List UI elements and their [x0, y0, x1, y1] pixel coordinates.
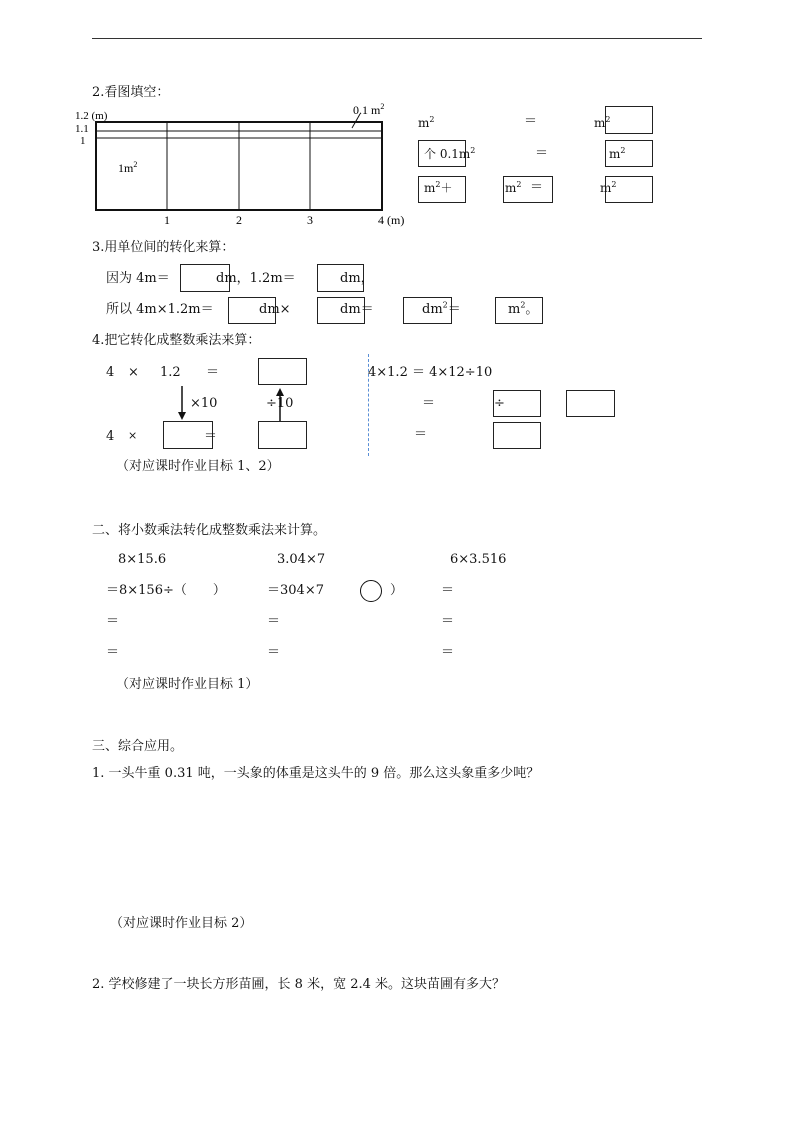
q3-line1-b: dm，1.2m＝ [216, 271, 296, 286]
s2-c1-step: ＝8×156÷（ ） [106, 583, 226, 598]
q3-line1-a: 因为 4m＝ [106, 271, 170, 286]
q4-r1-eq: ＝ [206, 365, 220, 380]
q3-line2-d: dm [422, 302, 443, 317]
s3-title: 三、综合应用。 [92, 739, 184, 754]
svg-text:1m2: $1m^2$ [118, 160, 138, 175]
q3-line2-f: m [508, 302, 521, 317]
q2-r3-unit-b: m [505, 181, 517, 195]
q2-title: 2.看图填空： [92, 85, 170, 100]
s3-q2: 2. 学校修建了一块长方形苗圃，长 8 米，宽 2.4 米。这块苗圃有多大？ [92, 977, 506, 992]
q4-right-eq: 4×1.2 ＝ 4×12÷10 [368, 365, 493, 380]
q4-target: （对应课时作业目标 1、2） [116, 459, 280, 474]
q2-r1-answer-box[interactable] [605, 106, 653, 134]
q2-r2-unit-a: 个 0.1m [424, 147, 471, 161]
s2-c2-eq3: ＝ [267, 645, 281, 660]
q2-r3-plus: ＋ [440, 181, 453, 195]
q4-arrow-div10: ÷10 [266, 396, 294, 411]
q4-right-box-c[interactable] [493, 422, 541, 449]
small-area-label: 0.1 m [353, 103, 381, 117]
svg-text:0.1 m2: 0.1 $m^2$ [353, 102, 385, 117]
q4-r3-4: 4 [106, 429, 115, 444]
q4-right-eq2: ＝ [422, 396, 436, 411]
area-label: 1m [118, 161, 134, 175]
q2-r3-unit-c: m [600, 181, 612, 195]
q2-r2-eq: ＝ [535, 146, 549, 161]
q2-r1-eq: ＝ [524, 114, 538, 129]
y-tick-1: 1 [80, 135, 86, 147]
q4-title: 4.把它转化成整数乘法来算： [92, 333, 261, 348]
q4-r1-12: 1.2 [160, 365, 181, 380]
q4-arrow-times10: ×10 [190, 396, 218, 411]
x-tick-1: 1 [164, 213, 170, 227]
s2-c2-expr: 3.04×7 [277, 552, 326, 567]
area-figure [70, 100, 415, 230]
y-unit-label: 1.2 (m) [75, 110, 108, 122]
header-rule [92, 38, 702, 39]
q2-r2-unit-b: m [609, 147, 621, 161]
s3-q1: 1. 一头牛重 0.31 吨，一头象的体重是这头牛的 9 倍。那么这头象重多少吨？ [92, 766, 540, 781]
q2-r1-unit-a: m [418, 116, 430, 130]
s2-title: 二、将小数乘法转化成整数乘法来计算。 [92, 523, 327, 538]
q3-line2-e: ＝ [447, 302, 461, 317]
s2-c3-eq3: ＝ [441, 645, 455, 660]
q4-r3-eq: ＝ [204, 429, 218, 444]
s2-target: （对应课时作业目标 1） [116, 677, 259, 692]
s2-c1-expr: 8×15.6 [118, 552, 167, 567]
s2-c3-eq1: ＝ [441, 583, 455, 598]
x-tick-3: 3 [307, 213, 313, 227]
q3-line1-c: dm， [340, 271, 374, 286]
q4-right-box-b[interactable] [566, 390, 615, 417]
s2-c1-eq2: ＝ [106, 614, 120, 629]
q2-r3-unit-a: m [424, 181, 436, 195]
q4-right-div: ÷ [494, 396, 505, 411]
q3-title: 3.用单位间的转化来算： [92, 240, 235, 255]
s2-c1-eq3: ＝ [106, 645, 120, 660]
q4-r1-answer-box[interactable] [258, 358, 307, 385]
q4-r1-4: 4 [106, 365, 115, 380]
s2-c2-step: ＝304×7 [267, 583, 324, 598]
q2-r1-unit-b: m [594, 116, 606, 130]
q3-line2-c: dm＝ [340, 302, 374, 317]
q4-right-eq3: ＝ [414, 427, 428, 442]
s3-target: （对应课时作业目标 2） [110, 916, 253, 931]
q3-line2-a: 所以 4m×1.2m＝ [106, 302, 214, 317]
x-end-label: 4 (m) [378, 213, 405, 227]
s2-c2-eq2: ＝ [267, 614, 281, 629]
y-tick-11: 1.1 [75, 123, 89, 135]
s2-c3-expr: 6×3.516 [450, 552, 507, 567]
s2-c2-close: ） [390, 583, 404, 598]
q4-r3-box-b[interactable] [258, 421, 307, 449]
q2-r3-eq: ＝ [530, 180, 544, 195]
q4-r1-times: × [128, 365, 139, 380]
s2-c3-eq2: ＝ [441, 614, 455, 629]
q3-line2-g: 。 [525, 302, 539, 317]
x-tick-2: 2 [236, 213, 242, 227]
q4-r3-times: × [128, 429, 138, 442]
q3-line2-b: dm× [259, 302, 291, 317]
s2-c2-circle-blank[interactable] [360, 580, 382, 602]
